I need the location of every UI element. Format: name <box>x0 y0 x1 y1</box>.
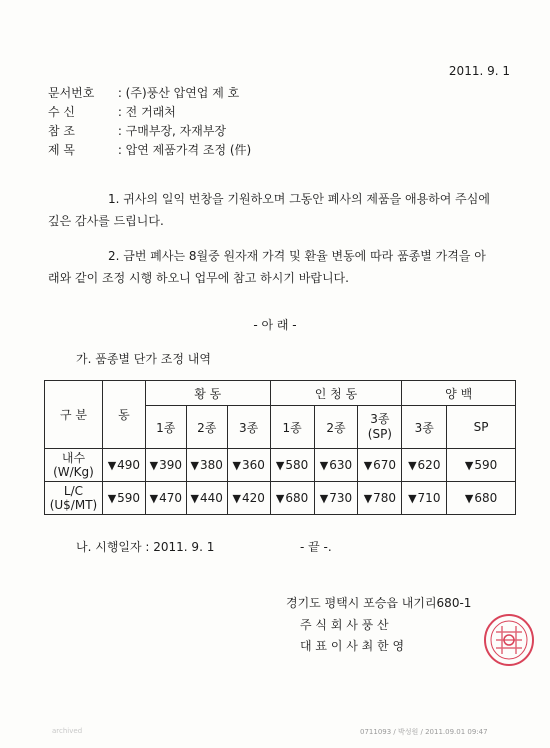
value-cell <box>186 482 227 515</box>
group-hwangdong-header: 황 동 <box>145 381 270 406</box>
down-triangle-icon: ▼ <box>408 459 417 472</box>
down-triangle-icon: ▼ <box>464 459 474 472</box>
header-value: (주)풍산 압연업 제 호 <box>125 86 240 100</box>
value-cell <box>145 449 186 482</box>
row-label-2: (W/Kg) <box>53 465 94 479</box>
table-row <box>45 449 516 482</box>
ceo-name: 대 표 이 사 최 한 영 <box>300 639 405 653</box>
col-gubun-header: 구 분 <box>45 381 103 449</box>
document-date: 2011. 9. 1 <box>448 64 510 78</box>
header-label: 참 조 <box>48 124 75 138</box>
down-triangle-icon: ▼ <box>149 459 159 472</box>
down-triangle-icon: ▼ <box>275 459 285 472</box>
down-triangle-icon: ▼ <box>232 492 241 505</box>
value-cell <box>270 449 314 482</box>
paragraph-line: 2. 금번 폐사는 8월중 원자재 가격 및 환율 변동에 따라 품종별 가격을 아 <box>108 249 486 263</box>
row-label <box>45 482 103 515</box>
sub-header: 3종 <box>402 406 447 449</box>
value-text: 780 <box>373 491 397 505</box>
value-text: 490 <box>117 458 141 472</box>
down-triangle-icon: ▼ <box>319 492 329 505</box>
value-cell <box>358 449 402 482</box>
value-text: 470 <box>159 491 182 505</box>
value-cell <box>186 449 227 482</box>
group-incheong-header: 인 청 동 <box>270 381 402 406</box>
down-triangle-icon: ▼ <box>232 459 241 472</box>
value-text: 420 <box>241 491 265 505</box>
header-doc-number: 문서번호 : (주)풍산 압연업 제 호 <box>48 86 240 100</box>
value-cell <box>227 449 270 482</box>
group-yangbaek-header: 양 백 <box>402 381 516 406</box>
sub-header: 1종 <box>270 406 314 449</box>
paragraph-line: 1. 귀사의 일익 번창을 기원하오며 그동안 폐사의 제품을 애용하여 주심에 <box>108 192 490 206</box>
value-text: 360 <box>241 458 265 472</box>
down-triangle-icon: ▼ <box>363 459 373 472</box>
sub-header: SP <box>447 406 516 449</box>
down-triangle-icon: ▼ <box>107 459 117 472</box>
value-text: 680 <box>474 491 498 505</box>
footer-archive-mark: archived <box>52 727 83 735</box>
sub-header: 3종 <box>227 406 270 449</box>
value-text: 390 <box>159 458 182 472</box>
value-cell <box>447 449 516 482</box>
sub-header: 1종 <box>145 406 186 449</box>
value-cell <box>270 482 314 515</box>
value-text: 590 <box>117 491 141 505</box>
row-label-1: L/C <box>63 484 84 498</box>
sub-header: 2종 <box>314 406 358 449</box>
end-mark: - 끝 -. <box>300 540 332 554</box>
paragraph-line: 래와 같이 조정 시행 하오니 업무에 참고 하시기 바랍니다. <box>48 271 349 285</box>
company-seal-stamp <box>482 612 536 668</box>
value-cell <box>227 482 270 515</box>
value-text: 730 <box>329 491 353 505</box>
value-text: 620 <box>417 458 441 472</box>
value-text: 680 <box>285 491 309 505</box>
down-triangle-icon: ▼ <box>464 492 474 505</box>
value-cell <box>402 449 447 482</box>
down-triangle-icon: ▼ <box>319 459 329 472</box>
value-cell <box>447 482 516 515</box>
header-value: 압연 제품가격 조정 (件) <box>125 143 252 157</box>
value-text: 590 <box>474 458 498 472</box>
value-cell <box>102 482 145 515</box>
price-table <box>44 380 516 515</box>
down-triangle-icon: ▼ <box>107 492 117 505</box>
header-value: 전 거래처 <box>125 105 176 119</box>
value-cell <box>314 482 358 515</box>
section-na: 나. 시행일자 : 2011. 9. 1 <box>76 540 215 554</box>
paragraph-1 <box>48 188 510 232</box>
down-triangle-icon: ▼ <box>408 492 417 505</box>
value-text: 670 <box>373 458 397 472</box>
down-triangle-icon: ▼ <box>275 492 285 505</box>
section-ga: 가. 품종별 단가 조정 내역 <box>76 352 211 366</box>
row-label-2: (U$/MT) <box>49 498 98 512</box>
header-label: 문서번호 <box>48 86 95 100</box>
value-cell <box>358 482 402 515</box>
header-reference: 참 조 : 구매부장, 자재부장 <box>48 124 227 138</box>
down-triangle-icon: ▼ <box>190 459 200 472</box>
value-text: 440 <box>200 491 223 505</box>
value-cell <box>145 482 186 515</box>
paragraph-line: 깊은 감사를 드립니다. <box>48 214 164 228</box>
value-text: 710 <box>417 491 441 505</box>
footer-print-info: 0711093 / 박성원 / 2011.09.01 09:47 <box>360 728 488 736</box>
value-text: 630 <box>329 458 353 472</box>
value-cell <box>102 449 145 482</box>
header-recipient: 수 신 : 전 거래처 <box>48 105 176 119</box>
row-label <box>45 449 103 482</box>
value-cell <box>402 482 447 515</box>
center-heading: - 아 래 - <box>253 318 297 332</box>
value-text: 580 <box>285 458 309 472</box>
header-label: 수 신 <box>48 105 75 119</box>
header-value: 구매부장, 자재부장 <box>125 124 227 138</box>
table-row <box>45 482 516 515</box>
paragraph-2 <box>48 245 510 289</box>
company-address: 경기도 평택시 포승읍 내기리680-1 <box>286 596 472 610</box>
row-label-1: 내수 <box>61 451 86 465</box>
down-triangle-icon: ▼ <box>149 492 159 505</box>
value-text: 380 <box>200 458 223 472</box>
down-triangle-icon: ▼ <box>190 492 200 505</box>
company-name: 주 식 회 사 풍 산 <box>300 618 389 632</box>
sub-header: 3종 (SP) <box>358 406 402 449</box>
down-triangle-icon: ▼ <box>363 492 373 505</box>
header-label: 제 목 <box>48 143 75 157</box>
col-dong-header: 동 <box>102 381 145 449</box>
value-cell <box>314 449 358 482</box>
sub-header: 2종 <box>186 406 227 449</box>
header-subject: 제 목 : 압연 제품가격 조정 (件) <box>48 143 252 157</box>
